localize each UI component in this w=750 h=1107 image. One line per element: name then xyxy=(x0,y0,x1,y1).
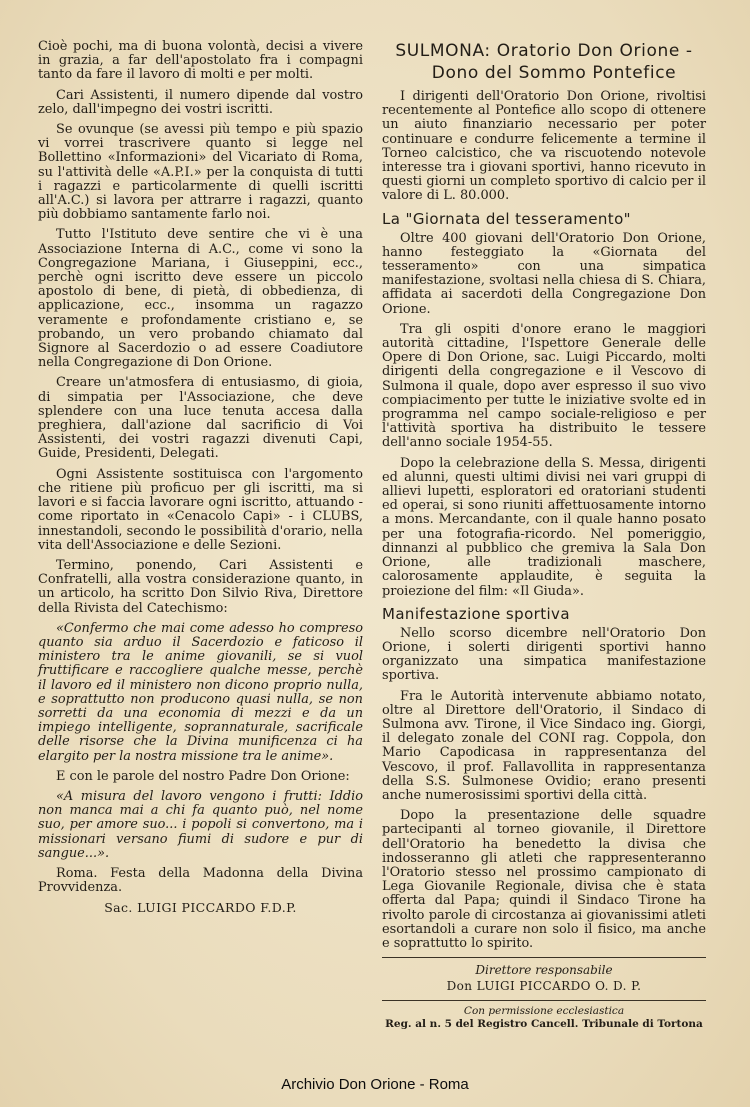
article-intro: I dirigenti dell'Oratorio Don Orione, rivoltisi recentemente al Pontefice allo scopo di ottenere un aiuto finanziario necessario per poter continuare e condurre felicemente a termine il Torneo calcistico, che va riscuotendo notevole interesse tra i giovani sportivi, hanno ricevuto in questi giorni un completo sportivo di calcio per il valore di L. 80.000. xyxy=(382,89,706,204)
director-block xyxy=(382,962,706,994)
section-heading-sportiva: Manifestazione sportiva xyxy=(382,604,570,623)
paragraph: E con le parole del nostro Padre Don Orione: xyxy=(56,768,350,784)
permission-block xyxy=(382,1005,706,1031)
paragraph: Creare un'atmosfera di entusiasmo, di gioia, di simpatia per l'Associazione, che deve splendere con una luce tenuta accesa dalla preghiera, dall'azione dal sacrificio di Voi Assistenti, dei vostri ragazzi divenuti Capi, Guide, Presidenti, Delegati. xyxy=(38,375,363,462)
paragraph: Nello scorso dicembre nell'Oratorio Don Orione, i solerti dirigenti sportivi hanno organizzato una simpatica manifestazione sportiva. xyxy=(382,625,706,684)
paragraph: Se ovunque (se avessi più tempo e più spazio vi vorrei trascrivere quanto si legge nel Bollettino «Informazioni» del Vicariato di Roma, su l'attività delle «A.P.I.» per la conquista di tutti i ragazzi e particolarmente di quelli iscritti all'A.C.) si lavora per attrarre i ragazzi, quanto più dobbiamo santamente farlo noi. xyxy=(38,122,363,223)
director-name: Don LUIGI PICCARDO O. D. P. xyxy=(446,979,642,994)
divider xyxy=(382,957,706,958)
paragraph: Tutto l'Istituto deve sentire che vi è una Associazione Interna di A.C., come vi sono la Congregazione Mariana, i Giuseppini, ecc., perchè ogni iscritto deve essere un piccolo apostolo di bene, di pietà, di obbedienza, di applicazione, ecc., insomma un ragazzo veramente e profondamente cristiano e, se probando, un vero probando chiamato dal Signore al Sacerdozio o ad essere Coadiutore nella Congregazione di Don Orione. xyxy=(38,227,363,371)
permission-title: Con permissione ecclesiastica xyxy=(463,1005,625,1018)
right-column xyxy=(382,40,706,1031)
section-heading-tesseramento: La "Giornata del tesseramento" xyxy=(382,209,631,228)
archive-footer: Archivio Don Orione - Roma xyxy=(281,1076,469,1093)
paragraph: Dopo la presentazione delle squadre partecipanti al torneo giovanile, il Direttore dell'Oratorio ha benedetto la divisa che indosseranno gli atleti che rappresenteranno l'Oratorio stesso nel prossimo campionato di Lega Giovanile Regionale, divisa che è stata offerta dal Papa; quindi il Sindaco Tirone ha rivolto parole di circostanza ai giovanissimi atleti esortandoli a curare non solo il fisico, ma anche e soprattutto lo spirito. xyxy=(382,808,706,951)
paragraph: Tra gli ospiti d'onore erano le maggiori autorità cittadine, l'Ispettore Generale delle Opere di Don Orione, sac. Luigi Piccardo, molti dirigenti della congregazione e il Vescovo di Sulmona il quale, dopo aver espresso il suo vivo compiacimento per tutte le iniziative svolte ed in programma nel campo sociale-religioso e per l'attività sportiva ha distribuito le tessere dell'anno sociale 1954-55. xyxy=(382,321,706,451)
paragraph: Termino, ponendo, Cari Assistenti e Confratelli, alla vostra considerazione quanto, in un articolo, ha scritto Don Silvio Riva, Direttore della Rivista del Catechismo: xyxy=(38,557,363,616)
paragraph: Ogni Assistente sostituisca con l'argomento che ritiene più proficuo per gli iscritti, ma si lavori e si faccia lavorare ogni iscritto, attuando - come riportato in «Cenacolo Capi» - i CLUBS, innestandoli, secondo le possibilità d'orario, nella vita dell'Associazione e delle Sezioni. xyxy=(38,466,363,553)
paragraph: Cari Assistenti, il numero dipende dal vostro zelo, dall'impegno dei vostri iscritti. xyxy=(38,87,363,117)
article-title-line1: SULMONA: Oratorio Don Orione - xyxy=(395,41,693,61)
quote-don-silvio-riva: «Confermo che mai come adesso ho compreso quanto sia arduo il Sacerdozio e faticoso il ministero tra le anime giovanili, se si vuol fruttificare e raccogliere qualche messe, perchè il lavoro ed il ministero non dicono proprio nulla, e soprattutto non producono quasi nulla, se non sorretti da una economia di mezzi e da un impiego intelligente, soprannaturale, sacrificale delle risorse che la Divina munificenza ci ha elargito per la nostra missione tra le anime». xyxy=(38,620,363,764)
permission-registration: Reg. al n. 5 del Registro Cancell. Tribunale di Tortona xyxy=(385,1018,703,1031)
paragraph: Dopo la celebrazione della S. Messa, dirigenti ed alunni, questi ultimi divisi nei vari gruppi di allievi lupetti, esploratori ed oratoriani studenti ed operai, si sono riuniti affettuosamente intorno a mons. Mercandante, con il quale hanno posato per una fotografia-ricordo. Nel pomeriggio, dinnanzi al pubblico che gremiva la Sala Don Orione, alle tradizionali maschere, calorosamente applaudite, è seguita la proiezione del film: «Il Giuda». xyxy=(382,455,706,599)
closing-line: Roma. Festa della Madonna della Divina Provvidenza. xyxy=(38,865,363,896)
paragraph: Cioè pochi, ma di buona volontà, decisi a vivere in grazia, a far dell'apostolato fra i compagni tanto da fare il lavoro di molti e per molti. xyxy=(38,39,363,83)
signature: Sac. LUIGI PICCARDO F.D.P. xyxy=(104,900,297,916)
divider xyxy=(382,1000,706,1001)
article-title xyxy=(382,40,706,84)
director-role: Direttore responsabile xyxy=(475,963,613,978)
left-column xyxy=(38,40,363,922)
article-title-line2: Dono del Sommo Pontefice xyxy=(431,63,677,83)
paragraph: Fra le Autorità intervenute abbiamo notato, oltre al Direttore dell'Oratorio, il Sindaco di Sulmona avv. Tirone, il Vice Sindaco ing. Giorgi, il delegato zonale del CONI rag. Coppola, don Mario Capodicasa in rappresentanza del Vescovo, il prof. Fallavollita in rappresentanza della S.S. Sulmonese Ovidio; erano presenti anche numerosissimi sportivi della città. xyxy=(382,688,706,803)
quote-don-orione: «A misura del lavoro vengono i frutti: Iddio non manca mai a chi fa quanto può, nel nome suo, per amore suo... i popoli si convertono, ma i missionari versano fiumi di sudore e pur di sangue...». xyxy=(38,788,363,861)
paragraph: Oltre 400 giovani dell'Oratorio Don Orione, hanno festeggiato la «Giornata del tesseramento» con una simpatica manifestazione, svoltasi nella chiesa di S. Chiara, affidata ai sacerdoti della Congregazione Don Orione. xyxy=(382,230,706,317)
